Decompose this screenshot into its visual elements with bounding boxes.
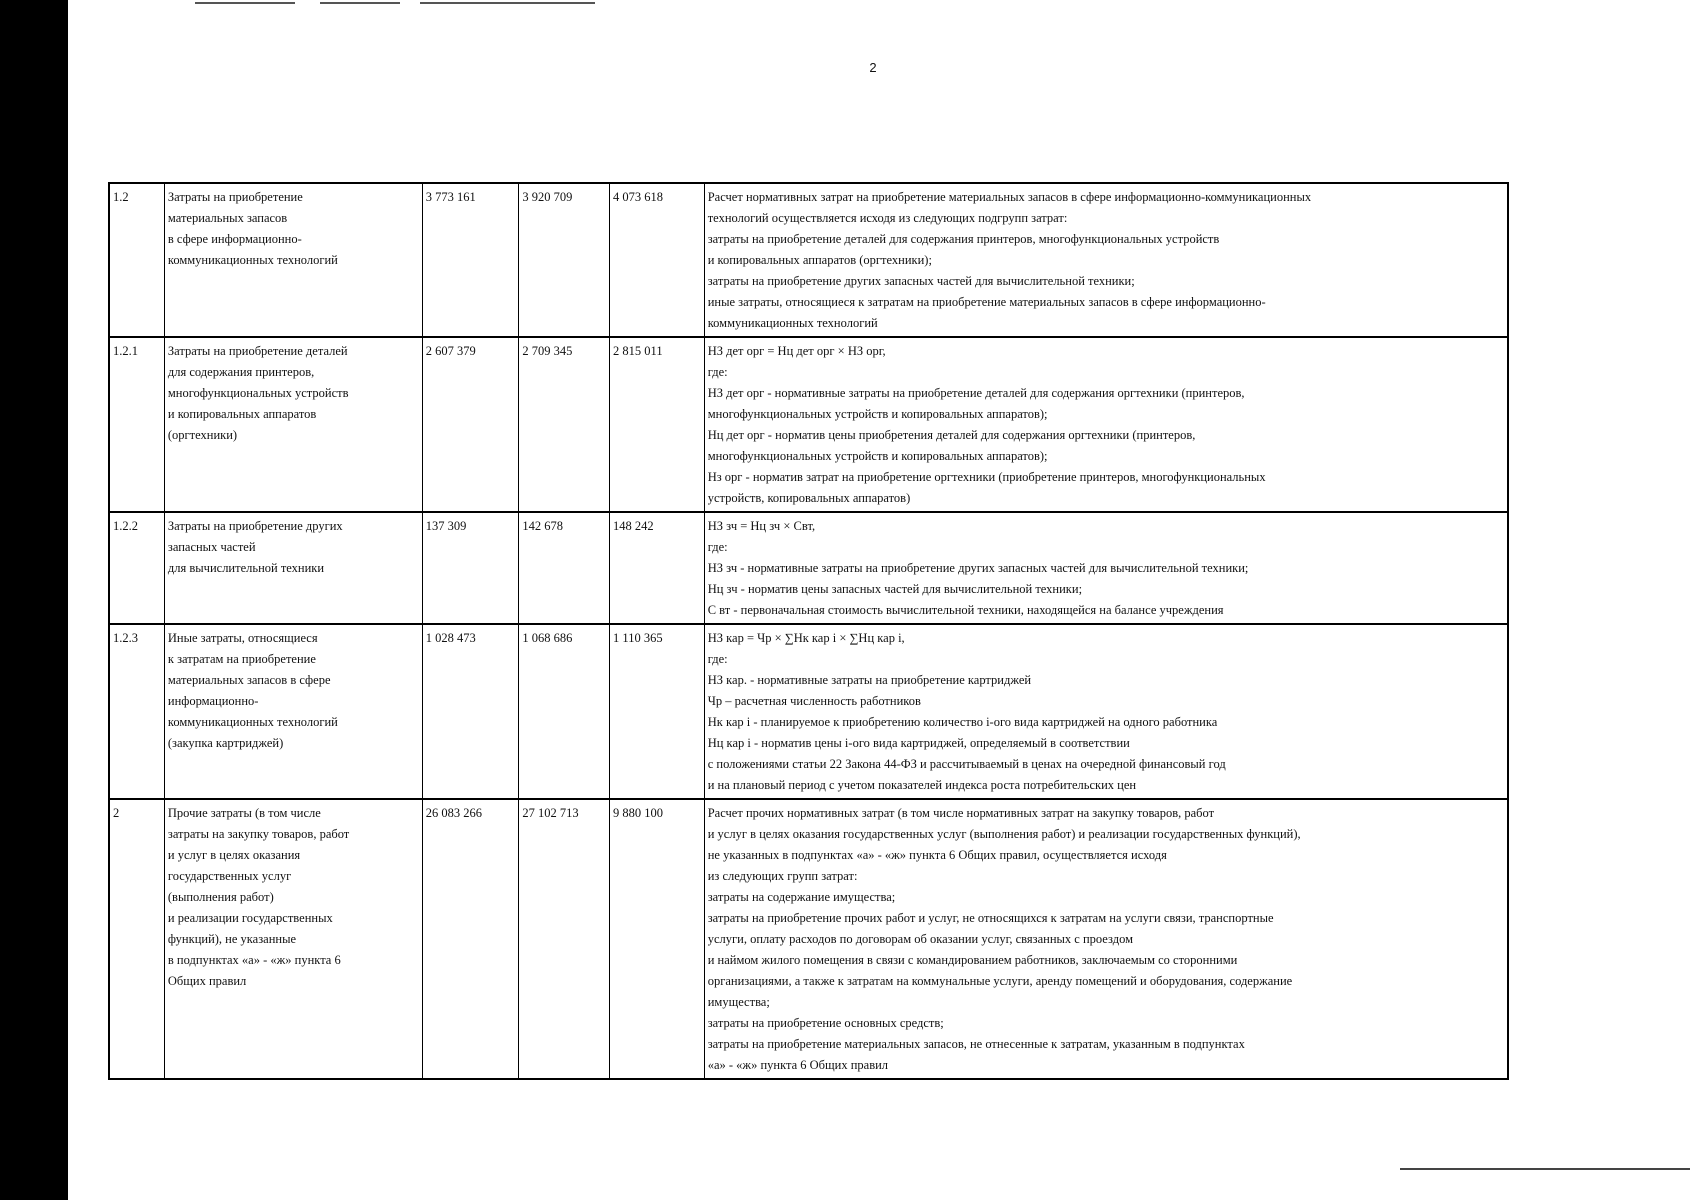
- amount-year3-cell: 148 242: [610, 512, 705, 624]
- calculation-line: и копировальных аппаратов (оргтехники);: [707, 253, 932, 267]
- cost-item-name-line: Общих правил: [167, 974, 247, 988]
- calculation-line: затраты на приобретение основных средств;: [707, 1016, 944, 1030]
- calculation-line: Расчет нормативных затрат на приобретение материальных запасов в сфере информационно-коммуникационных: [707, 190, 1312, 204]
- calculation-line: Нк кар i - планируемое к приобретению количество i-ого вида картриджей на одного работника: [707, 715, 1218, 729]
- amount-year2-cell: 3 920 709: [519, 183, 610, 337]
- row-number-cell: 1.2.2: [109, 512, 164, 624]
- cost-item-name-line: многофункциональных устройств: [167, 386, 349, 400]
- amount-year2-cell: 27 102 713: [519, 799, 610, 1079]
- amount-year3-cell: 1 110 365: [610, 624, 705, 799]
- cost-item-name-line: материальных запасов: [167, 211, 288, 225]
- calculation-description-cell: [704, 624, 1508, 799]
- cost-item-name-line: информационно-: [167, 694, 259, 708]
- calculation-line: С вт - первоначальная стоимость вычислительной техники, находящейся на балансе учреждения: [707, 603, 1224, 617]
- cost-item-name-line: в подпунктах «а» - «ж» пункта 6: [167, 953, 341, 967]
- calculation-line: многофункциональных устройств и копировальных аппаратов);: [707, 407, 1048, 421]
- amount-year2-cell: 1 068 686: [519, 624, 610, 799]
- calculation-line: где:: [707, 652, 728, 666]
- calculation-line: Нц кар i - норматив цены i-ого вида картриджей, определяемый в соответствии: [707, 736, 1130, 750]
- page-number: 2: [869, 60, 877, 75]
- cost-item-name-line: к затратам на приобретение: [167, 652, 316, 666]
- table-row: [109, 337, 1508, 512]
- cost-item-name-line: Прочие затраты (в том числе: [167, 806, 321, 820]
- cost-item-name-line: и копировальных аппаратов: [167, 407, 317, 421]
- cost-item-name-line: материальных запасов в сфере: [167, 673, 331, 687]
- amount-year1-cell: 26 083 266: [422, 799, 519, 1079]
- calculation-line: НЗ кар = Чр × ∑Нк кар i × ∑Нц кар i,: [707, 631, 905, 645]
- cost-norms-table: [108, 182, 1509, 1080]
- calculation-line: с положениями статьи 22 Закона 44-ФЗ и рассчитываемый в ценах на очередной финансовый год: [707, 757, 1226, 771]
- cost-item-name-line: коммуникационных технологий: [167, 715, 338, 729]
- calculation-line: НЗ дет орг = Нц дет орг × НЗ орг,: [707, 344, 886, 358]
- amount-year3-cell: 4 073 618: [610, 183, 705, 337]
- calculation-line: затраты на приобретение материальных запасов, не отнесенные к затратам, указанным в подпунктах: [707, 1037, 1245, 1051]
- footer-rule: [1400, 1168, 1690, 1170]
- cost-item-name-cell: [164, 337, 422, 512]
- cost-item-name-line: затраты на закупку товаров, работ: [167, 827, 350, 841]
- cost-item-name-line: для вычислительной техники: [167, 561, 325, 575]
- calculation-line: технологий осуществляется исходя из следующих подгрупп затрат:: [707, 211, 1068, 225]
- calculation-line: затраты на приобретение других запасных частей для вычислительной техники;: [707, 274, 1135, 288]
- calculation-line: имущества;: [707, 995, 770, 1009]
- cost-item-name-cell: [164, 512, 422, 624]
- calculation-line: и на плановый период с учетом показателей индекса роста потребительских цен: [707, 778, 1137, 792]
- cost-item-name-line: государственных услуг: [167, 869, 292, 883]
- calculation-line: НЗ зч = Нц зч × Свт,: [707, 519, 816, 533]
- calculation-line: Нц дет орг - норматив цены приобретения деталей для содержания оргтехники (принтеров,: [707, 428, 1196, 442]
- amount-year3-cell: 2 815 011: [610, 337, 705, 512]
- scan-binding-edge: [0, 0, 68, 1200]
- calculation-line: Нц зч - норматив цены запасных частей для вычислительной техники;: [707, 582, 1083, 596]
- table-row: [109, 799, 1508, 1079]
- cost-item-name-line: в сфере информационно-: [167, 232, 302, 246]
- calculation-line: затраты на содержание имущества;: [707, 890, 896, 904]
- calculation-line: затраты на приобретение деталей для содержания принтеров, многофункциональных устройств: [707, 232, 1220, 246]
- calculation-line: «а» - «ж» пункта 6 Общих правил: [707, 1058, 889, 1072]
- calculation-line: НЗ дет орг - нормативные затраты на приобретение деталей для содержания оргтехники (принтеров,: [707, 386, 1245, 400]
- amount-year1-cell: 137 309: [422, 512, 519, 624]
- table-row: [109, 183, 1508, 337]
- cost-item-name-line: Иные затраты, относящиеся: [167, 631, 318, 645]
- cost-item-name-line: функций), не указанные: [167, 932, 297, 946]
- header-rule: [320, 2, 400, 4]
- calculation-line: и услуг в целях оказания государственных услуг (выполнения работ) и реализации государственных функций),: [707, 827, 1301, 841]
- calculation-line: где:: [707, 540, 728, 554]
- calculation-line: Расчет прочих нормативных затрат (в том числе нормативных затрат на закупку товаров, работ: [707, 806, 1215, 820]
- amount-year2-cell: 2 709 345: [519, 337, 610, 512]
- cost-item-name-line: Затраты на приобретение других: [167, 519, 343, 533]
- cost-item-name-line: Затраты на приобретение: [167, 190, 303, 204]
- table-row: [109, 624, 1508, 799]
- cost-item-name-cell: [164, 799, 422, 1079]
- amount-year1-cell: 1 028 473: [422, 624, 519, 799]
- cost-item-name-line: для содержания принтеров,: [167, 365, 315, 379]
- cost-item-name-line: (закупка картриджей): [167, 736, 284, 750]
- cost-item-name-line: и услуг в целях оказания: [167, 848, 301, 862]
- calculation-description-cell: [704, 337, 1508, 512]
- table-body: [109, 183, 1508, 1079]
- calculation-line: Нз орг - норматив затрат на приобретение оргтехники (приобретение принтеров, многофункциональных: [707, 470, 1266, 484]
- calculation-line: НЗ кар. - нормативные затраты на приобретение картриджей: [707, 673, 1032, 687]
- amount-year3-cell: 9 880 100: [610, 799, 705, 1079]
- calculation-line: многофункциональных устройств и копировальных аппаратов);: [707, 449, 1048, 463]
- calculation-line: из следующих групп затрат:: [707, 869, 858, 883]
- calculation-line: иные затраты, относящиеся к затратам на приобретение материальных запасов в сфере информационно-: [707, 295, 1266, 309]
- cost-item-name-line: (оргтехники): [167, 428, 238, 442]
- row-number-cell: 1.2.1: [109, 337, 164, 512]
- calculation-line: организациями, а также к затратам на коммунальные услуги, аренду помещений и оборудования, содержание: [707, 974, 1293, 988]
- row-number-cell: 2: [109, 799, 164, 1079]
- cost-item-name-cell: [164, 183, 422, 337]
- calculation-line: устройств, копировальных аппаратов): [707, 491, 911, 505]
- calculation-line: НЗ зч - нормативные затраты на приобретение других запасных частей для вычислительной техники;: [707, 561, 1249, 575]
- header-rule: [195, 2, 295, 4]
- calculation-line: услуги, оплату расходов по договорам об оказании услуг, связанных с проездом: [707, 932, 1133, 946]
- cost-item-name-line: (выполнения работ): [167, 890, 274, 904]
- calculation-line: не указанных в подпунктах «а» - «ж» пункта 6 Общих правил, осуществляется исходя: [707, 848, 1167, 862]
- cost-item-name-cell: [164, 624, 422, 799]
- calculation-description-cell: [704, 512, 1508, 624]
- cost-item-name-line: и реализации государственных: [167, 911, 333, 925]
- row-number-cell: 1.2.3: [109, 624, 164, 799]
- calculation-line: и наймом жилого помещения в связи с командированием работников, заключаемым со сторонними: [707, 953, 1238, 967]
- cost-item-name-line: коммуникационных технологий: [167, 253, 338, 267]
- calculation-description-cell: [704, 183, 1508, 337]
- row-number-cell: 1.2: [109, 183, 164, 337]
- amount-year1-cell: 2 607 379: [422, 337, 519, 512]
- calculation-line: Чр – расчетная численность работников: [707, 694, 921, 708]
- calculation-line: коммуникационных технологий: [707, 316, 878, 330]
- calculation-description-cell: [704, 799, 1508, 1079]
- amount-year2-cell: 142 678: [519, 512, 610, 624]
- cost-item-name-line: Затраты на приобретение деталей: [167, 344, 348, 358]
- cost-item-name-line: запасных частей: [167, 540, 256, 554]
- amount-year1-cell: 3 773 161: [422, 183, 519, 337]
- table-row: [109, 512, 1508, 624]
- header-rule: [420, 2, 595, 4]
- calculation-line: затраты на приобретение прочих работ и услуг, не относящихся к затратам на услуги связи, транспортные: [707, 911, 1274, 925]
- calculation-line: где:: [707, 365, 728, 379]
